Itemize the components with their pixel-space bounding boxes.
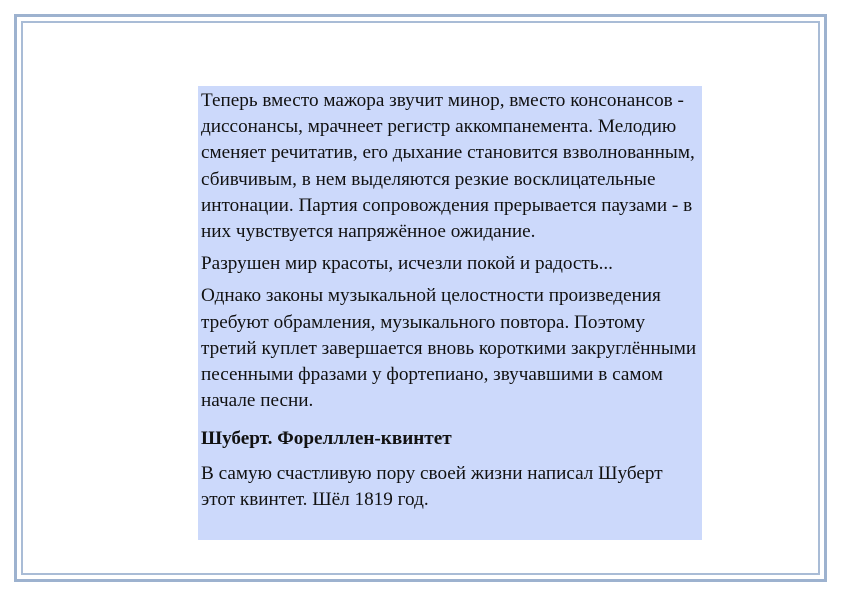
- paragraph-quintet: В самую счастливую пору своей жизни написал Шуберт этот квинтет. Шёл 1819 год.: [201, 462, 663, 510]
- paragraph-minor-key: Теперь вместо мажора звучит минор, вместо консонансов - диссонансы, мрачнеет регистр аккомпанемента. Мелодию сменяет речитатив, его дыхание становится взволнованным, сбивчивым, в нем выделяются резкие восклицательные интонации. Партия сопровождения прерывается паузами - в них чувствуется напряжённое ожидание.: [201, 90, 695, 243]
- text-block: [198, 86, 702, 540]
- section-heading: Шуберт. Форелллен-квинтет: [201, 428, 452, 450]
- paragraph-world-destroyed: Разрушен мир красоты, исчезли покой и радость...: [201, 253, 613, 275]
- paragraph-musical-repeat: Однако законы музыкальной целостности произведения требуют обрамления, музыкального повтора. Поэтому третий куплет завершается вновь короткими закруглёнными песенными фразами у фортепиано, звучавшими в самом начале песни.: [201, 285, 697, 412]
